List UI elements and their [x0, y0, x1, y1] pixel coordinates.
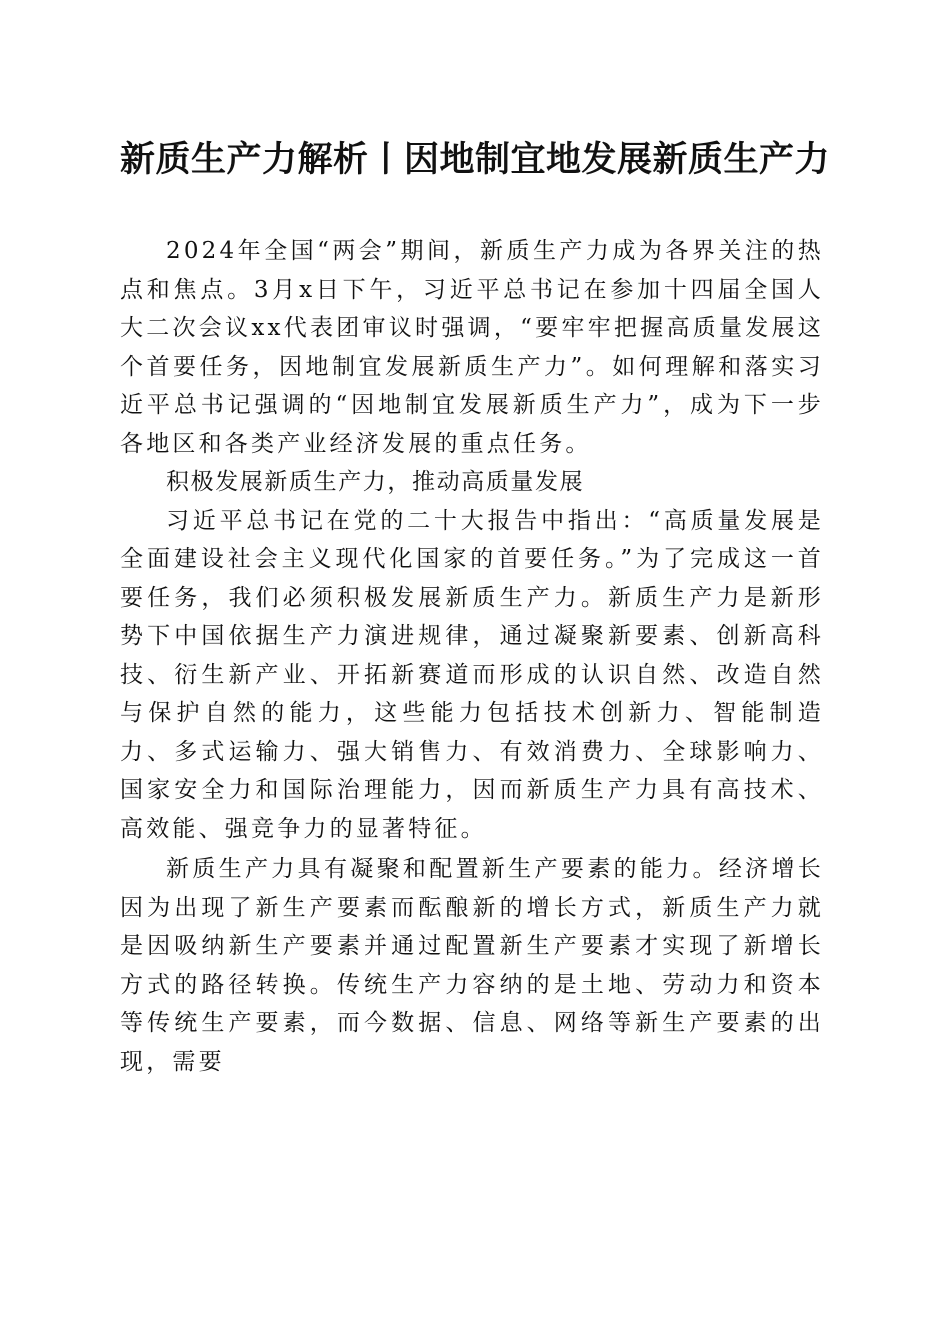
- paragraph-factors: 新质生产力具有凝聚和配置新生产要素的能力。经济增长因为出现了新生产要素而酝酿新的增长方式，新质生产力就是因吸纳新生产要素并通过配置新生产要素才实现了新增长方式的路径转换。传统生产力容纳的是土地、劳动力和资本等传统生产要素，而今数据、信息、网络等新生产要素的出现，需要: [120, 856, 824, 1075]
- paragraph-report: 习近平总书记在党的二十大报告中指出：“高质量发展是全面建设社会主义现代化国家的首要任务。”为了完成这一首要任务，我们必须积极发展新质生产力。新质生产力是新形势下中国依据生产力演进规律，通过凝聚新要素、创新高科技、衍生新产业、开拓新赛道而形成的认识自然、改造自然与保护自然的能力，这些能力包括技术创新力、智能制造力、多式运输力、强大销售力、有效消费力、全球影响力、国家安全力和国际治理能力，因而新质生产力具有高技术、高效能、强竞争力的显著特征。: [120, 507, 824, 842]
- document-body: [120, 232, 824, 1081]
- document-title: 新质生产力解析丨因地制宜地发展新质生产力: [119, 140, 830, 180]
- section-heading: 积极发展新质生产力，推动高质量发展: [166, 469, 585, 495]
- paragraph-intro: 2024年全国“两会”期间，新质生产力成为各界关注的热点和焦点。3月x日下午，习近平总书记在参加十四届全国人大二次会议xx代表团审议时强调，“要牢牢把握高质量发展这个首要任务，因地制宜发展新质生产力”。如何理解和落实习近平总书记强调的“因地制宜发展新质生产力”，成为下一步各地区和各类产业经济发展的重点任务。: [120, 238, 824, 457]
